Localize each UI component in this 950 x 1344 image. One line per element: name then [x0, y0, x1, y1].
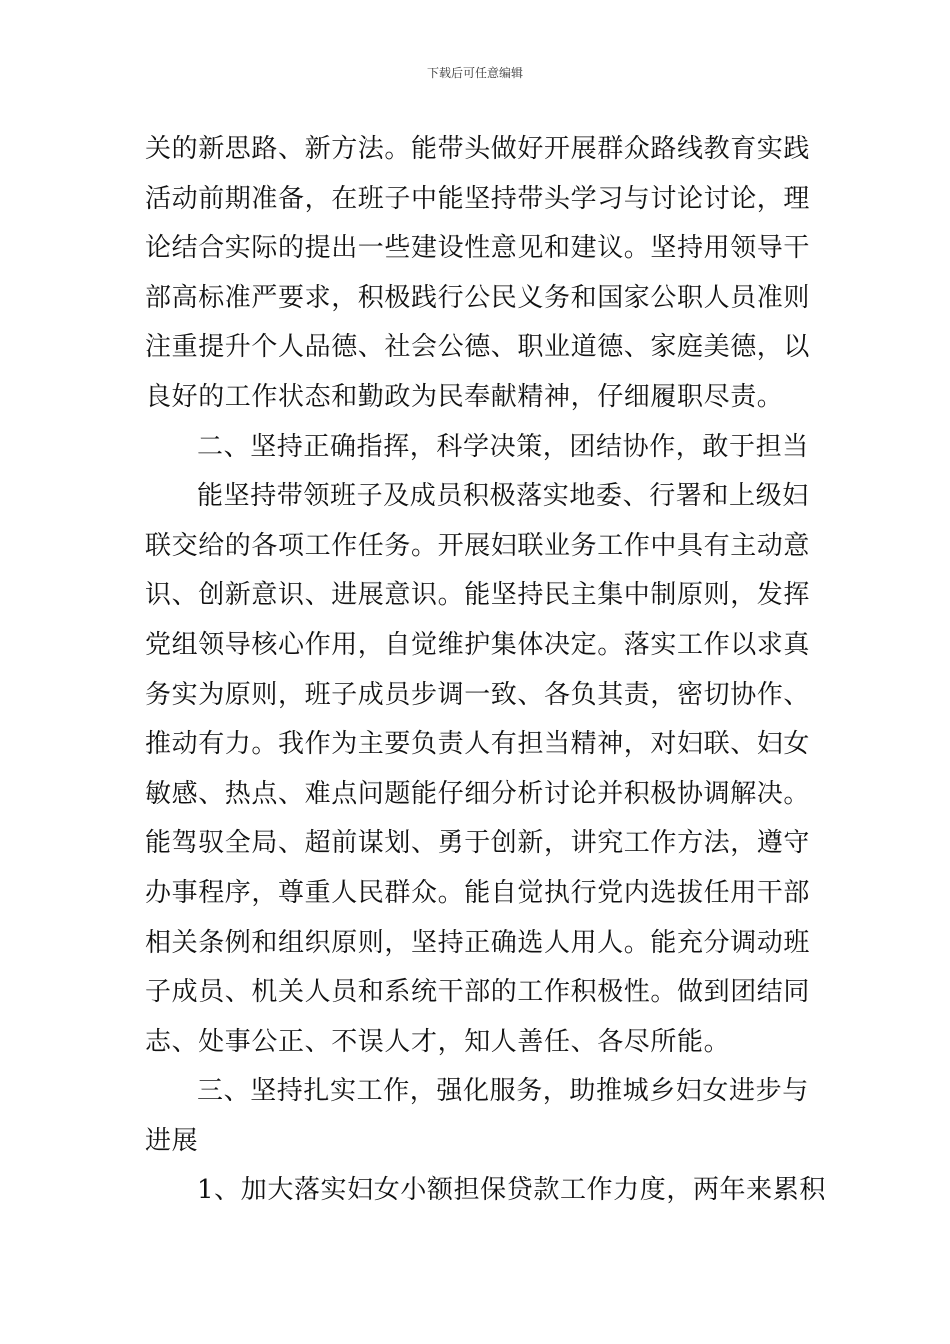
page-header-note: 下载后可任意编辑 — [426, 66, 523, 80]
text-line: 部高标准严要求，积极践行公民义务和国家公职人员准则 — [145, 282, 811, 313]
text-line: 识、创新意识、进展意识。能坚持民主集中制原则，发挥 — [145, 580, 811, 611]
text-line: 务实为原则，班子成员步调一致、各负其责，密切协作、 — [145, 679, 811, 710]
text-line: 党组领导核心作用，自觉维护集体决定。落实工作以求真 — [145, 629, 811, 660]
text-line: 能坚持带领班子及成员积极落实地委、行署和上级妇 — [197, 481, 809, 512]
text-line: 论结合实际的提出一些建设性意见和建议。坚持用领导干 — [145, 233, 811, 264]
text-line: 子成员、机关人员和系统干部的工作积极性。做到团结同 — [145, 977, 811, 1008]
section-heading: 二、坚持正确指挥，科学决策，团结协作，敢于担当 — [197, 431, 809, 462]
text-line: 能驾驭全局、超前谋划、勇于创新，讲究工作方法，遵守 — [145, 828, 811, 859]
document-body — [145, 125, 826, 1216]
section-heading-continued: 进展 — [145, 1125, 199, 1156]
text-line: 办事程序，尊重人民群众。能自觉执行党内选拔任用干部 — [145, 877, 811, 908]
text-line: 活动前期准备，在班子中能坚持带头学习与讨论讨论，理 — [145, 183, 811, 214]
text-line: 注重提升个人品德、社会公德、职业道德、家庭美德，以 — [145, 332, 811, 363]
text-line: 联交给的各项工作任务。开展妇联业务工作中具有主动意 — [145, 530, 811, 561]
text-line: 1、加大落实妇女小额担保贷款工作力度，两年来累积 — [197, 1175, 826, 1206]
text-line: 敏感、热点、难点问题能仔细分析讨论并积极协调解决。 — [145, 778, 811, 809]
text-line: 相关条例和组织原则，坚持正确选人用人。能充分调动班 — [145, 927, 811, 958]
text-line: 志、处事公正、不误人才，知人善任、各尽所能。 — [145, 1026, 731, 1057]
text-line: 推动有力。我作为主要负责人有担当精神，对妇联、妇女 — [145, 729, 811, 760]
text-line: 良好的工作状态和勤政为民奉献精神，仔细履职尽责。 — [145, 381, 784, 412]
section-heading: 三、坚持扎实工作，强化服务，助推城乡妇女进步与 — [197, 1076, 809, 1107]
text-line: 关的新思路、新方法。能带头做好开展群众路线教育实践 — [145, 134, 811, 164]
